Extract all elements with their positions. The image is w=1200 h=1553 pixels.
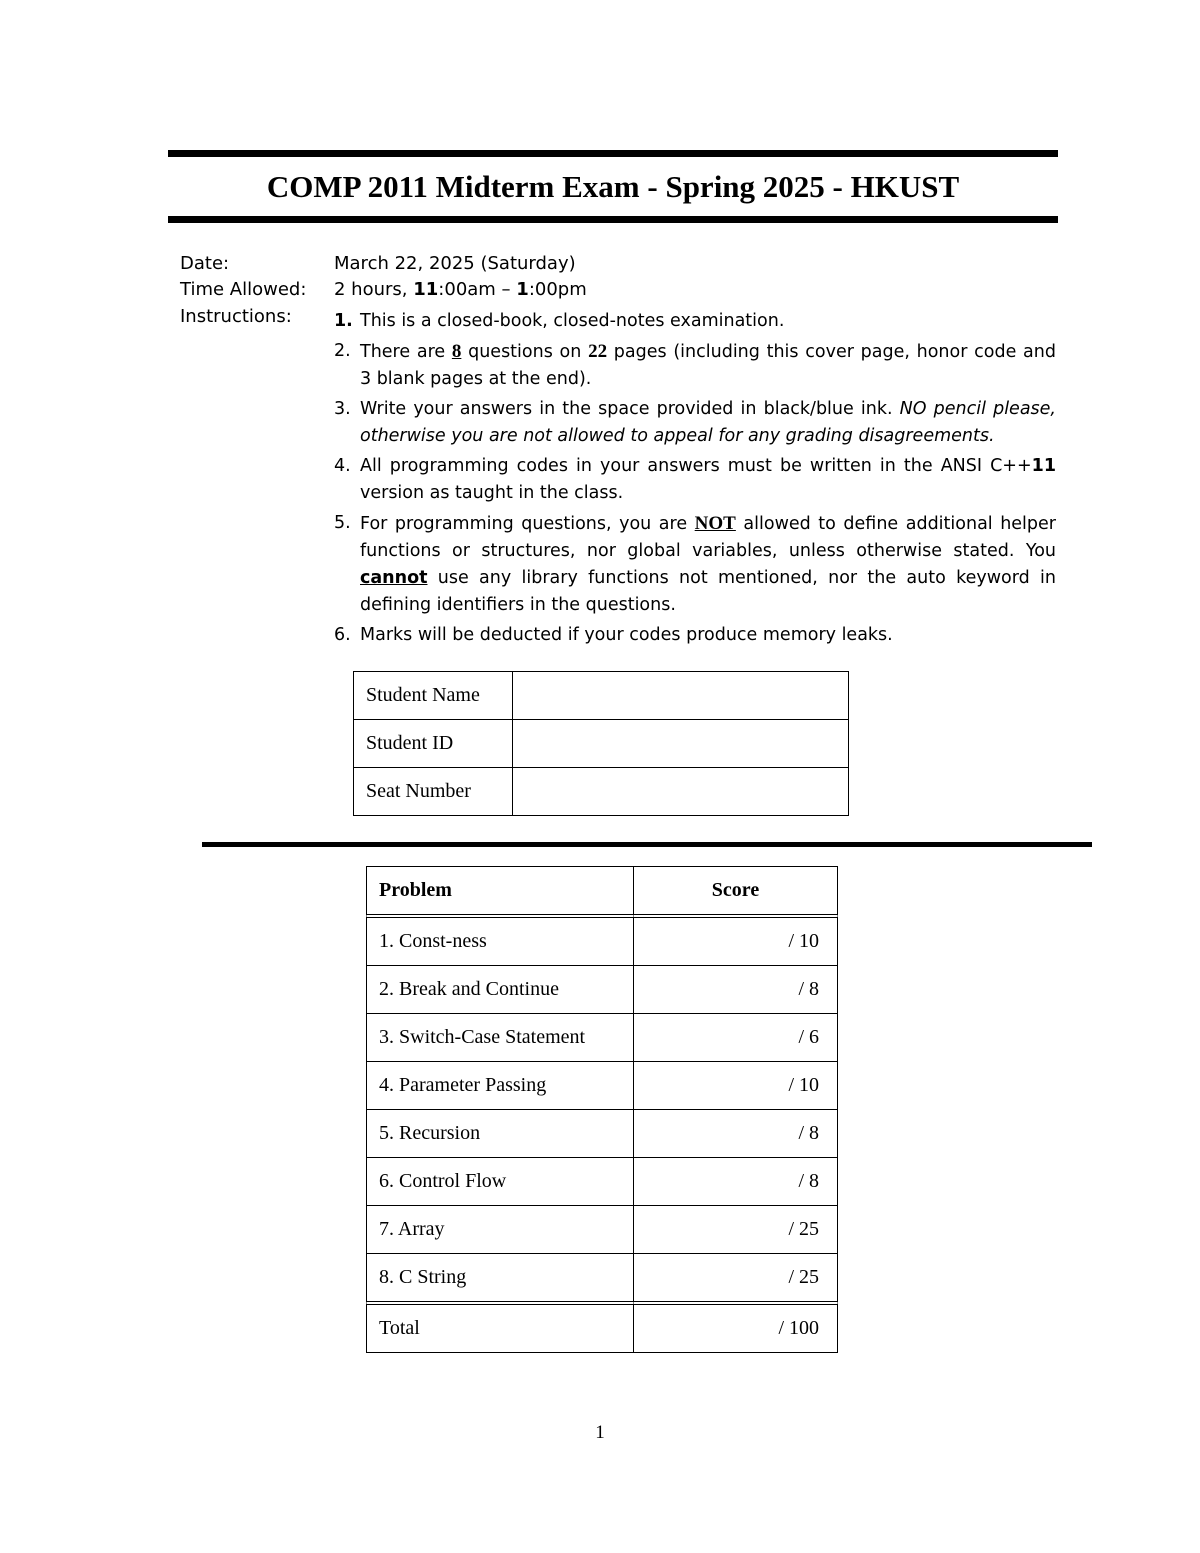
score-cell: / 25 [633,1253,838,1301]
score-table-header [366,866,838,914]
problem-cell: 5. Recursion [366,1109,633,1157]
seat-number-row [354,768,849,816]
total-row [366,1301,838,1353]
instruction-item: 2. There are 8 questions on 22 pages (including this cover page, honor code and 3 blank pages at the end). [334,341,1056,389]
student-name-label: Student Name [354,672,513,720]
score-table [366,866,838,1353]
instructions-list [334,308,1056,652]
table-row [366,1061,838,1109]
time-value: 2 hours, 11:00am – 1:00pm [334,279,587,300]
instruction-item: 4. All programming codes in your answers must be written in the ANSI C++11 version as taught in the class. [334,456,1056,503]
problem-cell: 1. Const-ness [366,914,633,965]
student-info-table [353,671,849,816]
problem-cell: 2. Break and Continue [366,965,633,1013]
student-name-row [354,672,849,720]
score-cell: / 8 [633,965,838,1013]
student-name-field[interactable] [513,672,849,720]
problem-cell: 3. Switch-Case Statement [366,1013,633,1061]
seat-number-field[interactable] [513,768,849,816]
score-cell: / 8 [633,1109,838,1157]
problem-header: Problem [366,866,633,914]
section-divider [202,842,1092,847]
student-id-field[interactable] [513,720,849,768]
problem-cell: 7. Array [366,1205,633,1253]
total-score: / 100 [633,1301,838,1353]
table-row [366,965,838,1013]
time-label: Time Allowed: [180,279,307,300]
problem-cell: 4. Parameter Passing [366,1061,633,1109]
student-id-label: Student ID [354,720,513,768]
exam-title: COMP 2011 Midterm Exam - Spring 2025 - HKUST [266,169,960,204]
page-number: 1 [595,1422,605,1443]
table-row [366,1109,838,1157]
instructions-label: Instructions: [180,306,292,327]
score-cell: / 10 [633,914,838,965]
title-rule-bottom [168,216,1058,223]
instruction-item: 6. Marks will be deducted if your codes produce memory leaks. [334,625,893,645]
table-row [366,914,838,965]
problem-cell: 6. Control Flow [366,1157,633,1205]
instruction-item: 5. For programming questions, you are NOT allowed to define additional helper functions or structures, nor global variables, unless otherwise stated. You cannot use any library functions not mentioned, nor the auto keyword in defining identifiers in the questions. [334,513,1056,615]
score-header: Score [633,866,838,914]
date-value: March 22, 2025 (Saturday) [334,253,576,274]
student-id-row [354,720,849,768]
problem-cell: 8. C String [366,1253,633,1301]
table-row [366,1013,838,1061]
seat-number-label: Seat Number [354,768,513,816]
score-cell: / 6 [633,1013,838,1061]
table-row [366,1157,838,1205]
total-label: Total [366,1301,633,1353]
score-cell: / 8 [633,1157,838,1205]
instruction-item: 1. This is a closed-book, closed-notes examination. [334,311,785,331]
date-label: Date: [180,253,230,274]
score-cell: / 25 [633,1205,838,1253]
table-row [366,1253,838,1301]
table-row [366,1205,838,1253]
title-rule-top [168,150,1058,157]
score-cell: / 10 [633,1061,838,1109]
instruction-item: 3. Write your answers in the space provided in black/blue ink. NO pencil please, otherwise you are not allowed to appeal for any grading disagreements. [334,399,1056,446]
